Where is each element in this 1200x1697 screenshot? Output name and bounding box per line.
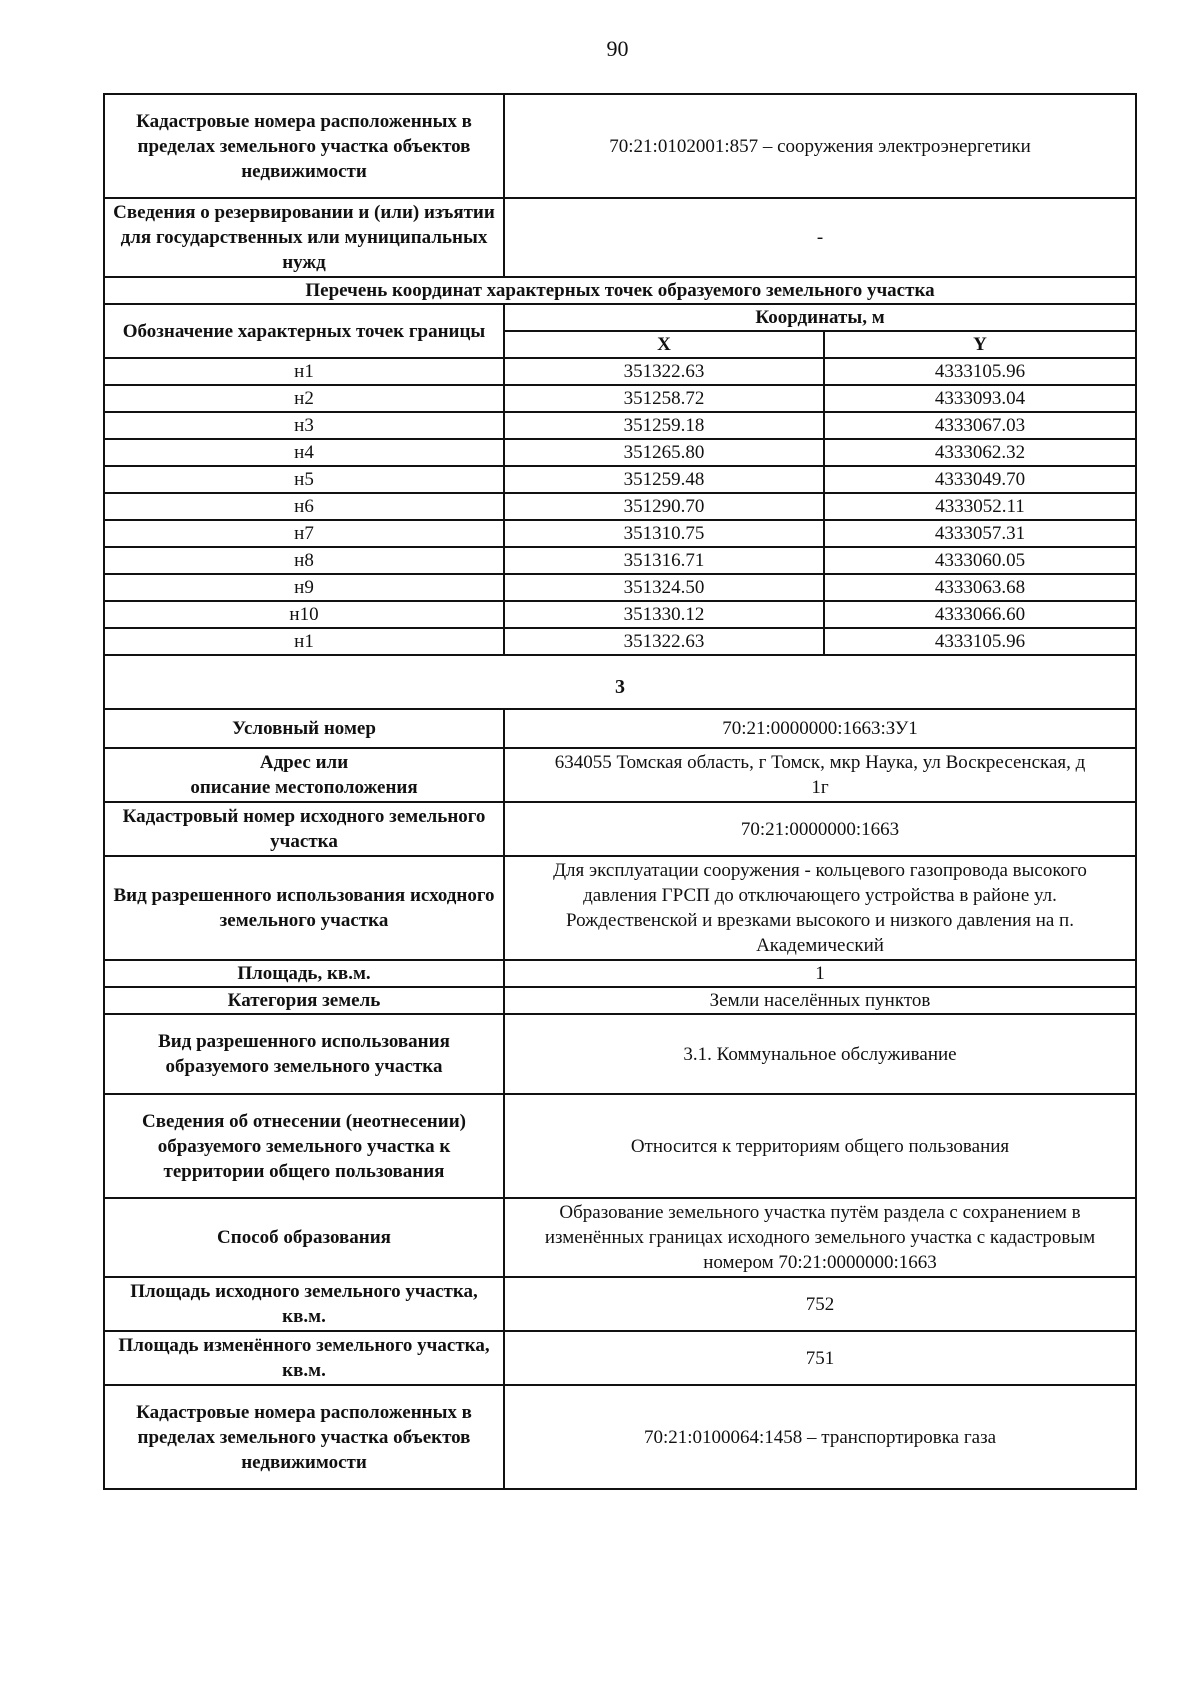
objects-value: 70:21:0100064:1458 – транспортировка газа — [504, 1385, 1136, 1489]
point-name: н10 — [104, 601, 504, 628]
address-label-line-2: описание местоположения — [190, 777, 418, 798]
point-y: 4333066.60 — [824, 601, 1136, 628]
table-row — [104, 574, 1136, 601]
section-number: 3 — [104, 655, 1136, 709]
table-row — [104, 358, 1136, 385]
coordinates-title: Перечень координат характерных точек образуемого земельного участка — [104, 277, 1136, 304]
public-territory-value: Относится к территориям общего пользования — [504, 1094, 1136, 1198]
source-cadastral-row — [104, 802, 1136, 856]
point-x: 351322.63 — [504, 628, 824, 655]
formation-method-row — [104, 1198, 1136, 1277]
point-name: н4 — [104, 439, 504, 466]
table-row — [104, 439, 1136, 466]
point-name: н5 — [104, 466, 504, 493]
conditional-number-row — [104, 709, 1136, 748]
source-use-row — [104, 856, 1136, 960]
point-y: 4333063.68 — [824, 574, 1136, 601]
address-label — [104, 748, 504, 802]
land-category-label: Категория земель — [104, 987, 504, 1014]
address-label-line-1: Адрес или — [259, 752, 349, 773]
page-number: 90 — [606, 36, 629, 61]
address-row — [104, 748, 1136, 802]
source-cadastral-label: Кадастровый номер исходного земельного участка — [104, 802, 504, 856]
table-row — [104, 520, 1136, 547]
point-x: 351290.70 — [504, 493, 824, 520]
reservation-row — [104, 198, 1136, 277]
points-header: Обозначение характерных точек границы — [104, 304, 504, 358]
formed-use-value: 3.1. Коммунальное обслуживание — [504, 1014, 1136, 1094]
point-y: 4333105.96 — [824, 628, 1136, 655]
point-name: н2 — [104, 385, 504, 412]
point-y: 4333093.04 — [824, 385, 1136, 412]
objects-label: Кадастровые номера расположенных в пределах земельного участка объектов недвижимости — [104, 1385, 504, 1489]
table-row — [104, 412, 1136, 439]
point-name: н8 — [104, 547, 504, 574]
coordinates-header-row — [104, 304, 1136, 331]
point-x: 351265.80 — [504, 439, 824, 466]
point-x: 351258.72 — [504, 385, 824, 412]
formation-method-value: Образование земельного участка путём раздела с сохранением в изменённых границах исходного земельного участка с кадастровым номером 70:21:0000000:1663 — [504, 1198, 1136, 1277]
point-x: 351322.63 — [504, 358, 824, 385]
area-row — [104, 960, 1136, 987]
conditional-number-label: Условный номер — [104, 709, 504, 748]
point-name: н1 — [104, 358, 504, 385]
point-y: 4333060.05 — [824, 547, 1136, 574]
point-y: 4333052.11 — [824, 493, 1136, 520]
land-category-row — [104, 987, 1136, 1014]
cadastral-objects-label: Кадастровые номера расположенных в пределах земельного участка объектов недвижимости — [104, 94, 504, 198]
point-name: н1 — [104, 628, 504, 655]
public-territory-row — [104, 1094, 1136, 1198]
source-area-row — [104, 1277, 1136, 1331]
point-x: 351259.18 — [504, 412, 824, 439]
point-name: н6 — [104, 493, 504, 520]
formed-use-label: Вид разрешенного использования образуемого земельного участка — [104, 1014, 504, 1094]
point-name: н7 — [104, 520, 504, 547]
x-header: X — [504, 331, 824, 358]
point-y: 4333062.32 — [824, 439, 1136, 466]
section-number-row — [104, 655, 1136, 709]
objects-row — [104, 1385, 1136, 1489]
reservation-label: Сведения о резервировании и (или) изъятии для государственных или муниципальных нужд — [104, 198, 504, 277]
public-territory-label: Сведения об отнесении (неотнесении) образуемого земельного участка к территории общего пользования — [104, 1094, 504, 1198]
point-x: 351259.48 — [504, 466, 824, 493]
reservation-value: - — [504, 198, 1136, 277]
table-row — [104, 601, 1136, 628]
address-value: 634055 Томская область, г Томск, мкр Наука, ул Воскресенская, д 1г — [504, 748, 1136, 802]
land-category-value: Земли населённых пунктов — [504, 987, 1136, 1014]
point-x: 351316.71 — [504, 547, 824, 574]
formed-use-row — [104, 1014, 1136, 1094]
changed-area-label: Площадь изменённого земельного участка, кв.м. — [104, 1331, 504, 1385]
point-y: 4333067.03 — [824, 412, 1136, 439]
changed-area-row — [104, 1331, 1136, 1385]
table-row — [104, 385, 1136, 412]
source-cadastral-value: 70:21:0000000:1663 — [504, 802, 1136, 856]
point-y: 4333049.70 — [824, 466, 1136, 493]
cadastral-objects-row — [104, 94, 1136, 198]
table-row — [104, 547, 1136, 574]
coords-header: Координаты, м — [504, 304, 1136, 331]
point-y: 4333105.96 — [824, 358, 1136, 385]
source-area-label: Площадь исходного земельного участка, кв.м. — [104, 1277, 504, 1331]
formation-method-label: Способ образования — [104, 1198, 504, 1277]
point-name: н9 — [104, 574, 504, 601]
point-y: 4333057.31 — [824, 520, 1136, 547]
coordinates-title-row — [104, 277, 1136, 304]
cadastral-objects-value: 70:21:0102001:857 – сооружения электроэнергетики — [504, 94, 1136, 198]
source-use-label: Вид разрешенного использования исходного земельного участка — [104, 856, 504, 960]
y-header: Y — [824, 331, 1136, 358]
source-area-value: 752 — [504, 1277, 1136, 1331]
area-label: Площадь, кв.м. — [104, 960, 504, 987]
conditional-number-value: 70:21:0000000:1663:ЗУ1 — [504, 709, 1136, 748]
changed-area-value: 751 — [504, 1331, 1136, 1385]
land-plot-table — [103, 93, 1137, 1490]
area-value: 1 — [504, 960, 1136, 987]
point-x: 351324.50 — [504, 574, 824, 601]
table-row — [104, 628, 1136, 655]
table-row — [104, 493, 1136, 520]
table-row — [104, 466, 1136, 493]
source-use-value: Для эксплуатации сооружения - кольцевого газопровода высокого давления ГРСП до отключающего устройства в районе ул. Рождественской и врезками высокого и низкого давления на п. Академический — [504, 856, 1136, 960]
point-x: 351330.12 — [504, 601, 824, 628]
point-name: н3 — [104, 412, 504, 439]
point-x: 351310.75 — [504, 520, 824, 547]
